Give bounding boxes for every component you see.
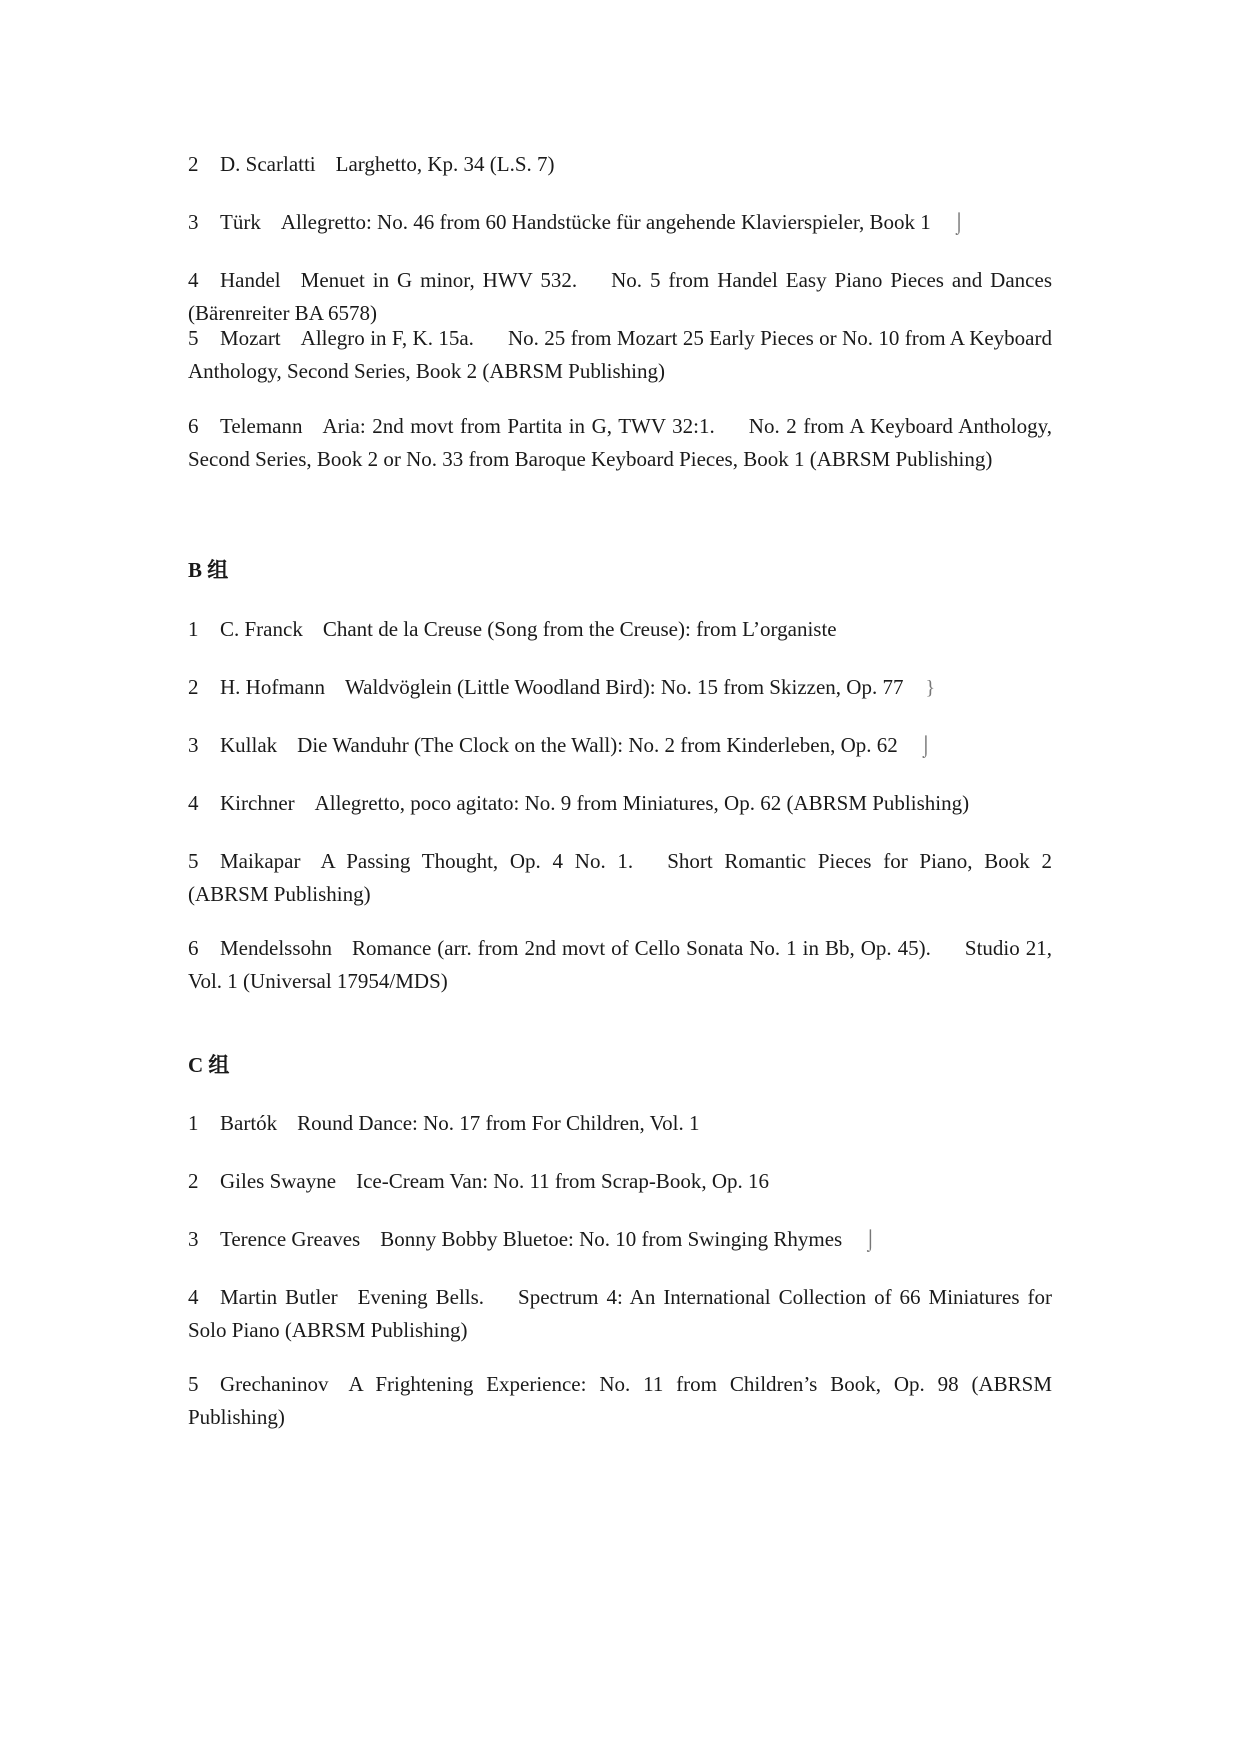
- composer: Handel: [220, 268, 281, 292]
- list-item: [188, 206, 1052, 240]
- margin-mark: ⌡: [952, 212, 965, 234]
- composer: Grechaninov: [220, 1372, 329, 1396]
- item-number: 4: [188, 1285, 199, 1309]
- piece-title: Aria: 2nd movt from Partita in G, TWV 32:1.: [322, 414, 715, 438]
- piece-title: Allegretto: No. 46 from 60 Handstücke für angehende Klavierspieler, Book 1: [280, 210, 931, 234]
- list-item: [188, 322, 1052, 388]
- list-item: [188, 148, 1052, 181]
- item-number: 3: [188, 733, 199, 757]
- item-number: 2: [188, 675, 199, 699]
- list-item: [188, 264, 1052, 330]
- list-item: [188, 410, 1052, 476]
- piece-title: Round Dance: No. 17 from For Children, Vol. 1: [297, 1111, 700, 1135]
- composer: Terence Greaves: [220, 1227, 361, 1251]
- composer: Kullak: [220, 733, 278, 757]
- list-item: [188, 613, 1052, 646]
- piece-source: Short Romantic Pieces for Piano, Book 2 (ABRSM Publishing): [188, 849, 1052, 906]
- item-number: 2: [188, 1169, 199, 1193]
- item-number: 1: [188, 1111, 199, 1135]
- piece-title: Bonny Bobby Bluetoe: No. 10 from Swinging Rhymes: [380, 1227, 843, 1251]
- composer: Bartók: [220, 1111, 278, 1135]
- piece-title: A Passing Thought, Op. 4 No. 1.: [320, 849, 634, 873]
- composer: Giles Swayne: [220, 1169, 337, 1193]
- composer: Mozart: [220, 326, 281, 350]
- list-item: [188, 1368, 1052, 1434]
- piece-source: Studio 21, Vol. 1 (Universal 17954/MDS): [188, 936, 1052, 993]
- piece-title: Allegretto, poco agitato: No. 9 from Miniatures, Op. 62 (ABRSM Publishing): [314, 791, 970, 815]
- piece-title: Die Wanduhr (The Clock on the Wall): No. 2 from Kinderleben, Op. 62: [297, 733, 898, 757]
- composer: Telemann: [220, 414, 303, 438]
- piece-title: Evening Bells.: [357, 1285, 485, 1309]
- piece-title: Allegro in F, K. 15a.: [300, 326, 474, 350]
- item-number: 4: [188, 791, 199, 815]
- list-item: [188, 1223, 1052, 1257]
- composer: C. Franck: [220, 617, 303, 641]
- composer: Mendelssohn: [220, 936, 332, 960]
- margin-mark: ⌡: [919, 735, 932, 757]
- piece-title: Larghetto, Kp. 34 (L.S. 7): [335, 152, 555, 176]
- list-item: [188, 1165, 1052, 1198]
- composer: Maikapar: [220, 849, 301, 873]
- item-number: 5: [188, 1372, 199, 1396]
- section-heading-b: B 组: [188, 558, 229, 582]
- list-item: [188, 671, 1052, 705]
- composer: Kirchner: [220, 791, 295, 815]
- piece-source: Spectrum 4: An International Collection of 66 Miniatures for Solo Piano (ABRSM Publishing): [188, 1285, 1052, 1342]
- section-heading-c: C 组: [188, 1053, 230, 1077]
- list-item: [188, 1281, 1052, 1347]
- item-number: 3: [188, 210, 199, 234]
- piece-source: No. 2 from A Keyboard Anthology, Second Series, Book 2 or No. 33 from Baroque Keyboard Pieces, Book 1 (ABRSM Publishing): [188, 414, 1052, 471]
- list-item: [188, 845, 1052, 911]
- piece-title: Romance (arr. from 2nd movt of Cello Sonata No. 1 in Bb, Op. 45).: [352, 936, 931, 960]
- item-number: 6: [188, 414, 199, 438]
- piece-title: A Frightening Experience: No. 11 from Children’s Book, Op. 98 (ABRSM Publishing): [188, 1372, 1052, 1429]
- item-number: 4: [188, 268, 199, 292]
- composer: D. Scarlatti: [220, 152, 316, 176]
- list-item: [188, 787, 1052, 820]
- piece-title: Chant de la Creuse (Song from the Creuse): from L’organiste: [322, 617, 837, 641]
- item-number: 3: [188, 1227, 199, 1251]
- piece-source: No. 5 from Handel Easy Piano Pieces and Dances (Bärenreiter BA 6578): [188, 268, 1052, 325]
- piece-title: Ice-Cream Van: No. 11 from Scrap-Book, Op. 16: [356, 1169, 769, 1193]
- item-number: 2: [188, 152, 199, 176]
- item-number: 1: [188, 617, 199, 641]
- item-number: 6: [188, 936, 199, 960]
- composer: Türk: [220, 210, 261, 234]
- margin-mark: ⌡: [864, 1229, 877, 1251]
- item-number: 5: [188, 849, 199, 873]
- piece-title: Waldvöglein (Little Woodland Bird): No. 15 from Skizzen, Op. 77: [344, 675, 904, 699]
- composer: Martin Butler: [220, 1285, 338, 1309]
- list-item: [188, 729, 1052, 763]
- list-item: [188, 932, 1052, 998]
- composer: H. Hofmann: [220, 675, 325, 699]
- list-item: [188, 1107, 1052, 1140]
- piece-source: No. 25 from Mozart 25 Early Pieces or No. 10 from A Keyboard Anthology, Second Series, Book 2 (ABRSM Publishing): [188, 326, 1052, 383]
- piece-title: Menuet in G minor, HWV 532.: [300, 268, 578, 292]
- margin-mark: }: [925, 677, 936, 699]
- item-number: 5: [188, 326, 199, 350]
